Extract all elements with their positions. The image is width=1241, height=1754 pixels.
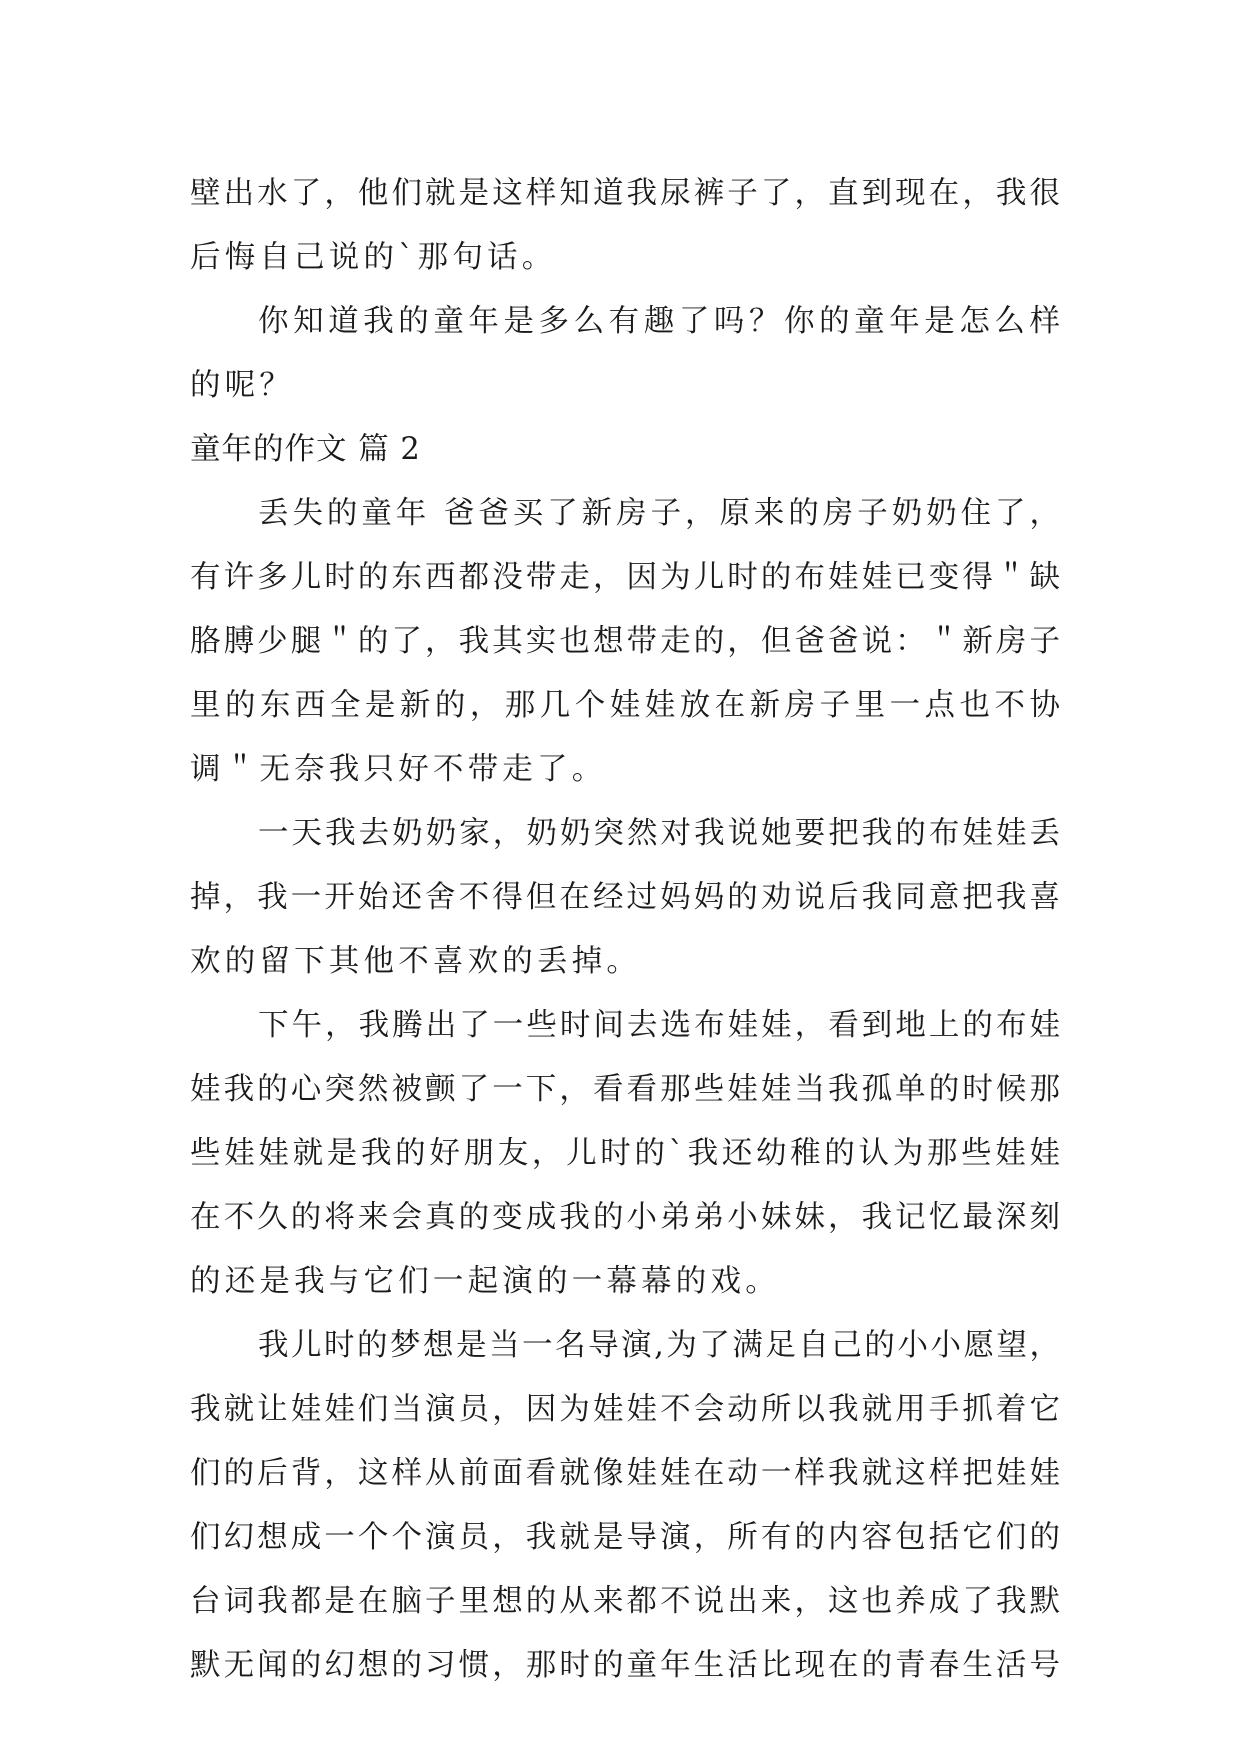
text-line: 有许多儿时的东西都没带走，因为儿时的布娃娃已变得＂缺 (190, 560, 1060, 595)
paragraph-first-line: 你知道我的童年是多么有趣了吗？你的童年是怎么样 (258, 304, 1060, 339)
text-line: 默无闻的幻想的习惯，那时的童年生活比现在的青春生活号 (190, 1648, 1060, 1683)
section-heading: 童年的作文 篇 2 (190, 432, 421, 467)
text-line: 台词我都是在脑子里想的从来都不说出来，这也养成了我默 (190, 1584, 1060, 1619)
paragraph-first-line: 一天我去奶奶家，奶奶突然对我说她要把我的布娃娃丢 (258, 816, 1060, 851)
paragraph-first-line: 我儿时的梦想是当一名导演,为了满足自己的小小愿望， (258, 1328, 1060, 1363)
text-line: 们的后背，这样从前面看就像娃娃在动一样我就这样把娃娃 (190, 1456, 1060, 1491)
text-line: 的呢？ (190, 368, 295, 403)
text-line: 调＂无奈我只好不带走了。 (190, 752, 607, 787)
paragraph-first-line: 下午，我腾出了一些时间去选布娃娃，看到地上的布娃 (258, 1008, 1060, 1043)
text-line: 我就让娃娃们当演员，因为娃娃不会动所以我就用手抓着它 (190, 1392, 1060, 1427)
text-line: 后悔自己说的`那句话。 (190, 240, 557, 275)
document-body (190, 162, 1060, 1698)
text-line: 娃我的心突然被颤了一下，看看那些娃娃当我孤单的时候那 (190, 1072, 1060, 1107)
text-line: 壁出水了，他们就是这样知道我尿裤子了，直到现在，我很 (190, 176, 1060, 211)
text-line: 掉，我一开始还舍不得但在经过妈妈的劝说后我同意把我喜 (190, 880, 1060, 915)
text-line: 在不久的将来会真的变成我的小弟弟小妹妹，我记忆最深刻 (190, 1200, 1060, 1235)
text-line: 们幻想成一个个演员，我就是导演，所有的内容包括它们的 (190, 1520, 1060, 1555)
text-line: 欢的留下其他不喜欢的丢掉。 (190, 944, 642, 979)
paragraph-first-line: 丢失的童年 爸爸买了新房子，原来的房子奶奶住了， (258, 496, 1060, 531)
text-line: 些娃娃就是我的好朋友，儿时的`我还幼稚的认为那些娃娃 (190, 1136, 1060, 1171)
text-line: 里的东西全是新的，那几个娃娃放在新房子里一点也不协 (190, 688, 1060, 723)
text-line: 胳膊少腿＂的了，我其实也想带走的，但爸爸说：＂新房子 (190, 624, 1060, 659)
text-line: 的还是我与它们一起演的一幕幕的戏。 (190, 1264, 780, 1299)
